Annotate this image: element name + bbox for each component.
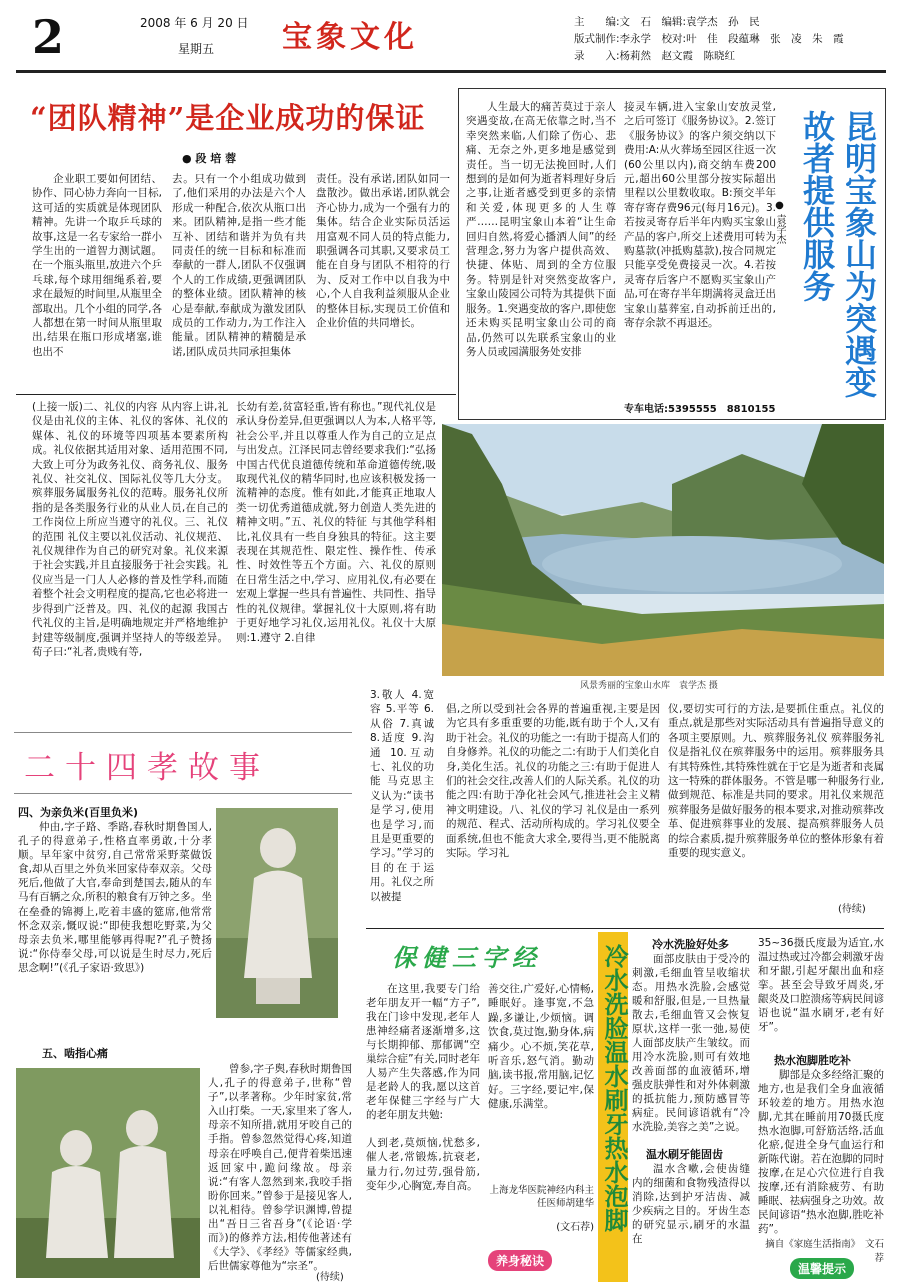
- health-rule: [366, 928, 884, 929]
- etiquette-col5-text: 仪,要切实可行的方法,是要抓住重点。礼仪的重点,就是那些对实际活动具有普遍指导意义的各项主要原则。九、殡葬服务礼仪 殡葬服务礼仪是指礼仪在殡葬服务中的运用。殡葬服务具有其特殊性,其特殊性就在于它是为逝者和丧属这一特殊的群体服务。不管是哪一种服务行业,做到规范、标准是共同的要求。用礼仪来规范殡葬服务是做好服务的根本要求,对推动殡葬改革、促进殡葬事业的发展、提高殡葬服务人员的综合素质,提升殡葬服务单位的整体形象有着重要的现实意义。: [668, 703, 884, 860]
- etiquette-column-5: [668, 702, 884, 898]
- masthead-rule: [16, 70, 886, 73]
- lead-column-3: [316, 172, 450, 390]
- filial-story4-column: [18, 820, 212, 1026]
- staff-credits: [574, 14, 844, 65]
- service-vertical-title: 昆明宝象山为突遇变故者提供服务: [798, 110, 878, 398]
- health-verse-a-text: 人到老,莫烦恼,忧愁多,催人老,常锻炼,抗衰老,量力行,勿过劳,强骨筋,变年少,心胸宽,寿自高。: [366, 1137, 480, 1193]
- cold-water-column-3: [758, 936, 884, 1048]
- filial-story5-text: 曾参,字子舆,春秋时期鲁国人,孔子的得意弟子,世称“曾子”,以孝著称。少年时家贫,常入山打柴。一天,家里来了客人,母亲不知所措,就用牙咬自己的手指。曾参忽然觉得心疼,知道母亲在呼唤自己,便背着柴迅速返回家中,跪问缘故。母亲说:“有客人忽然到来,我咬手指盼你回来。”曾参于是接见客人,以礼相待。曾参学识渊博,曾提出“吾日三省吾身”(《论语·学而》)的修养方法,相传他著述有《大学》、《孝经》等儒家经典,后世儒家尊他为“宗圣”。: [208, 1063, 352, 1273]
- filial-story4-text: 仲由,字子路、季路,春秋时期鲁国人,孔子的得意弟子,性格直率勇敢,十分孝顺。早年家中贫穷,自己常常采野菜做饭食,却从百里之外负米回家侍奉双亲。父母死后,他做了大官,奉命到楚国去,随从的车马有百辆之众,所积的粮食有万钟之多。坐在垒叠的锦褥上,吃着丰盛的筵席,他常常怀念双亲,慨叹说:“即使我想吃野菜,为父母亲去负米,哪里能够再得呢?”孔子赞扬说:“你侍奉父母,可以说是生时尽力,死后思念啊!”(《孔子家语·致思》): [18, 821, 212, 974]
- cold-water-source: 摘自《家庭生活指南》 文石荐: [765, 1239, 884, 1265]
- issue-weekday: 星期五: [178, 42, 215, 56]
- filial-story5-column: [208, 1062, 352, 1273]
- cold-water-h1: 冷水洗脸好处多: [652, 938, 729, 951]
- service-author: ● 袁学杰: [774, 200, 785, 245]
- reservoir-photo-image: [442, 424, 884, 676]
- cold-water-h3: 热水泡脚胜吃补: [774, 1054, 851, 1067]
- section-rule: [16, 394, 456, 395]
- service-col2-text: 接灵车辆,进入宝象山安放灵堂,之后可签订《服务协议》。2.签订《服务协议》的客户须交纳以下费用:A:从火葬场至园区往返一次(60公里以内),商交纳车费200元,超出60公里部分按实际超出里程以公里数收取。B:预交半年寄存寄存费96元(每月16元)。3.若按灵寄存后半年内购买宝象山产品的客户,所交上述费用可转为购墓款(冲抵购墓款),按合同规定只能享受免费接灵一次。4.若按灵寄存后客户不愿购买宝象山产品,可在寄存半年期满将灵盒迁出宝象山墓葬室,自动拆前迁出的,寄存余款不再退还。: [624, 101, 776, 330]
- etiquette-column-1: [32, 400, 228, 700]
- health-verse-b-column: [488, 982, 594, 1182]
- lead-column-1: [32, 172, 162, 390]
- cold-water-vertical-title: 冷水洗脸温水刷牙热水泡脚: [600, 944, 629, 1232]
- etiquette-column-4: [446, 702, 660, 914]
- lead-col2-text: 去。只有一个小组成功做到了,他们采用的办法是六个人形成一种配合,依次从瓶口出来。团队精神,是指一些才能互补、团结和谐并为负有共同责任的统一目标和标准而奉献的一群人,团队不仅强调个人的工作成绩,更强调团队的整体业绩。团队精神的核心是奉献,奉献成为激发团队成员的工作动力,为工作注入能量。团队精神的精髓是承诺,团队成员共同承担集体: [172, 173, 306, 358]
- filial-story4-title: 四、为亲负米(百里负米): [18, 806, 139, 819]
- lead-byline: ● 段 培 蓉: [182, 152, 237, 165]
- cold-water-footer-tag: 温馨提示: [790, 1258, 854, 1279]
- etiquette-col4-text: 倡,之所以受到社会各界的普遍重视,主要是因为它具有多重重要的功能,既有助于个人,又有助于社会。礼仪的功能之一:有助于提高人们的自身修养。礼仪的功能之二:有助于人们美化自身,美化生活。礼仪的功能之三:有助于促进人们的社会交往,改善人们的人际关系。礼仪的功能之四:有助于净化社会风气,推进社会主义精神文明建设。八、礼仪的学习 礼仪是由一系列的规范、程式、活动所构成的。学习礼仪要全面系统,但也不能贪大求全,要得当,更不能脱离实际。学习礼: [446, 703, 660, 860]
- reservoir-photo: [442, 424, 884, 676]
- filial-banner: 二十四孝故事: [24, 750, 270, 786]
- filial-story5-title: 五、啮指心痛: [42, 1047, 108, 1060]
- etiquette-column-2: [236, 400, 436, 700]
- cold-water-p2: 温水含嗽,会使齿缝内的细菌和食物残渣得以消除,达到护牙洁齿、减少疾病之目的。牙齿生态的研究显示,刷牙的水温在: [632, 1163, 750, 1245]
- health-verse-b-text: 善交往,广爱好,心情畅,睡眠好。逢事宽,不急躁,多谦让,少烦恼。调饮食,莫过饱,勤身体,病痛少。心不烦,笑花草,听音乐,怒气消。勤动脑,读书报,常用脑,记忆好。三字经,要记牢,保健康,乐满堂。: [488, 983, 594, 1111]
- etiquette-col3-text: 3.敬人 4.宽容 5.平等 6.从俗 7.真诚 8.适度 9.沟通 10.互动 七、礼仪的功能 马克思主义认为:“读书是学习,使用也是学习,而且是更重要的学习。”学习的目的在于运用。礼仪之所以被提: [370, 689, 434, 903]
- cold-water-column-1: [632, 952, 750, 1140]
- cold-water-p4: 脚部是众多经络汇聚的地方,也是我们全身血液循环较差的地方。用热水泡脚,尤其在睡前用70摄氏度热水泡脚,可舒筋活络,活血化瘀,促进全身气血运行和新陈代谢。若在泡脚的同时按摩,在足心穴位进行自我按摩,还有消除疲劳、有助睡眠、祛病强身之功效。故民间谚语“热水泡脚,胜吃补药”。: [758, 1069, 884, 1235]
- photo-caption: 风景秀丽的宝象山水库 袁学杰 摄: [580, 681, 718, 691]
- lead-col3-text: 责任。没有承诺,团队如同一盘散沙。做出承诺,团队就会齐心协力,成为一个强有力的集体。结合企业实际员活运用富观不同人员的特点能力,职强调各司其职,又要求员工能在自身与团队不相符的行为、反对工作中以自我为中心,个人自我利益须服从企业的整体目标,实现员工价值和企业价值的共同增长。: [316, 173, 450, 330]
- staff-line: 主 编:文 石 编辑:袁学杰 孙 民: [574, 16, 760, 28]
- health-banner: 保健三字经: [392, 943, 542, 972]
- issue-date: 2008 年 6 月 20 日: [140, 16, 249, 30]
- cold-water-column-2: [632, 1162, 750, 1244]
- lead-headline: “团队精神”是企业成功的保证: [30, 101, 426, 135]
- etiquette-col2-text: 长幼有差,贫富轻重,皆有称也。”现代礼仪是承认身份差异,但更强调以人为本,人格平等,社会公平,并且以尊重人作为自己的立足点与出发点。江泽民同志曾经要求我们:“弘扬中国古代优良道德传统和革命道德传统,吸取现代礼仪的精华同时,也应该积极发扬一流精神的态度。惟有如此,才能真正地取人类一切优秀道德成就,努力创造人类先进的精神文明。”五、礼仪的特征 与其他学科相比,礼仪具有一些自身独具的特征。这主要表现在其规范性、限定性、操作性、传承性、时效性等五个方面。六、礼仪的原则 在日常生活之中,学习、应用礼仪,有必要在宏观上掌握一些具有普遍性、共同性、指导性的礼仪规律。掌握礼仪十大原则,将有助于更好地学习礼仪,运用礼仪。礼仪十大原则:1.遵守 2.自律: [236, 401, 436, 644]
- cold-water-p1: 面部皮肤由于受冷的刺激,毛细血管呈收缩状态。用热水洗脸,会感觉暖和舒服,但是,一旦热量散去,毛细血管又会恢复原状,这样一张一弛,易使人面部皮肤产生皱纹。而用冷水洗脸,则可有效地改善面部的血液循环,增强皮肤弹性和对外体刺激的抵抗能力,预防感冒等病症。民间谚语就有“冷水洗脸,美容之美”之说。: [632, 953, 750, 1133]
- health-verse-a-column: [366, 1136, 480, 1258]
- health-source: (文石荐): [556, 1222, 594, 1233]
- service-col1-text: 人生最大的痛苦莫过于亲人突遇变故,在高无依靠之时,当不幸突然来临,人们除了伤心、悲痛、无奈之外,更多地是感觉到责任。当一切无法挽回时,人们想到的是如何为逝者料理好身后之事,让逝者感受到更多的亲情和关爱,体现更多的人生尊严……昆明宝象山本着“让生命回归自然,将爱心播洒人间”的经营理念,努力为客户提供高效、快捷、体贴、周到的全方位服务。特别是针对突然变故客户,宝象山陵园公司特为其提供下面服务。1.突遇变故的客户,即使您还未购买昆明宝象山公司的商品,仍然可以先联系宝象山的业务人员或园满服务处安排: [466, 101, 616, 358]
- lead-column-2: [172, 172, 306, 390]
- staff-line: 版式制作:李永学 校对:叶 佳 段蕴琳 张 凌 朱 霞: [574, 33, 844, 45]
- etiquette-column-3: [370, 688, 434, 914]
- health-footer-tag: 养身秘诀: [488, 1250, 552, 1271]
- filial-signoff: (待续): [316, 1272, 344, 1283]
- service-column-2: [624, 100, 776, 396]
- page-number: 2: [32, 10, 65, 64]
- statue-photo-1-image: [216, 808, 338, 1018]
- cold-water-p3: 35~36摄氏度最为适宜,水温过热或过冷都会刺激牙齿和牙龈,引起牙龈出血和痉挛。甚至会导致牙周炎,牙龈炎及口腔溃疡等病民间谚语也说“温水刷牙,老有好牙”。: [758, 937, 884, 1033]
- etiquette-signoff: (待续): [838, 904, 866, 915]
- staff-line: 录 入:杨莉然 赵文霞 陈晓红: [574, 50, 736, 62]
- statue-photo-2-image: [16, 1068, 200, 1278]
- brand-logo: 宝象文化: [282, 20, 418, 55]
- service-column-1: [466, 100, 616, 416]
- health-intro-column: [366, 982, 480, 1128]
- cold-water-column-4: [758, 1068, 884, 1236]
- etiquette-col1-text: (上接一版)二、礼仪的内容 从内容上讲,礼仪是由礼仪的主体、礼仪的客体、礼仪的媒体、礼仪的环境等四项基本要素所构成。礼仪依据其适用对象、适用范围不同,大致上可分为政务礼仪、商务礼仪、服务礼仪、社交礼仪、国际礼仪等几大分支。殡葬服务属服务礼仪的范畴。服务礼仪所指的是各类服务行业的从业人员,在自己的工作岗位上所应当遵守的礼仪。三、礼仪的范围 礼仪主要以礼仪活动、礼仪规范、礼仪规律作为自己的研究对象。礼仪来源于社会实践,并且直接服务于社会实践。礼仪应当是一门人人必修的普及性学科,而随着整个社会文明程度的提高,它也必将进一步得到广泛普及。四、礼仪的起源 我国古代礼仪的主旨,是明确地规定并严格地维护封建等级制度,强调并坚持人的等级差异。荀子曰:“礼者,贵贱有等,: [32, 401, 228, 658]
- service-phone: 专车电话:5395555 8810155: [624, 404, 776, 415]
- statue-photo-1: [216, 808, 338, 1018]
- lead-col1-text: 企业职工要如何团结、协作、同心协力奔向一目标,这可适的实质就是体现团队精神。先讲一个取乒乓球的故事,这是一名专家给一群小学生出的一道智力测试题。在一个瓶头瓶里,放进六个乒乓球,每个球用细绳系着,要求在最短的时间里,从瓶里全部取出。几个小组的同学,各人都想在第一时间从瓶里取出,结果在瓶口形成堵塞,谁也出不: [32, 173, 162, 358]
- health-byline: 上海龙华医院神经内科主任医师胡建华: [489, 1185, 594, 1209]
- statue-photo-2: [16, 1068, 200, 1278]
- health-intro-text: 在这里,我要专门给老年朋友开一幅“方子”,我在门诊中发现,老年人患神经痛者逐渐增多,这与长期抑郁、那郁调“空巢综合症”有关,同时老年人易产生失落感,作为同是老龄人的我,愿以这首老年保健三字经与广大的老年朋友共勉:: [366, 983, 480, 1121]
- cold-water-h2: 温水刷牙能固齿: [646, 1148, 723, 1161]
